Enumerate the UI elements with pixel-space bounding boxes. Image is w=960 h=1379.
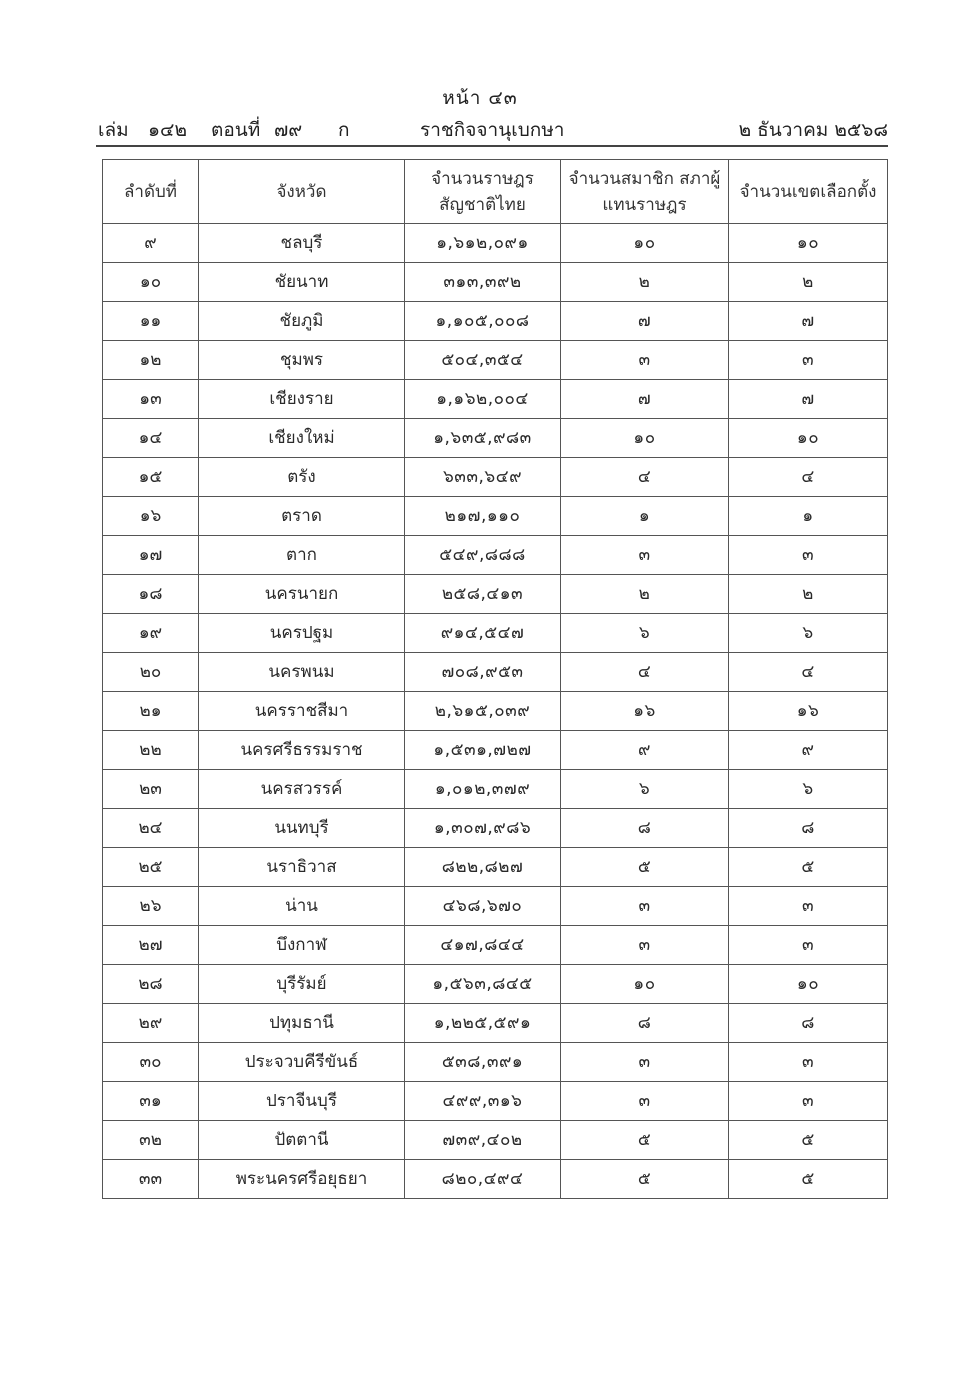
column-header-order: ลำดับที่: [103, 160, 199, 224]
cell-population: ๔๙๙,๓๑๖: [405, 1082, 561, 1121]
table-header-row: [103, 160, 888, 224]
cell-order: ๑๑: [103, 302, 199, 341]
cell-province: เชียงใหม่: [199, 419, 405, 458]
cell-members: ๕: [561, 1121, 729, 1160]
cell-population: ๘๒๒,๘๒๗: [405, 848, 561, 887]
cell-members: ๑๐: [561, 419, 729, 458]
cell-members: ๑๐: [561, 224, 729, 263]
cell-order: ๑๔: [103, 419, 199, 458]
table-row: [103, 380, 888, 419]
cell-population: ๑,๕๓๑,๗๒๗: [405, 731, 561, 770]
cell-order: ๒๔: [103, 809, 199, 848]
cell-order: ๑๕: [103, 458, 199, 497]
cell-order: ๑๐: [103, 263, 199, 302]
cell-province: ประจวบคีรีขันธ์: [199, 1043, 405, 1082]
cell-order: ๒๓: [103, 770, 199, 809]
cell-province: นครพนม: [199, 653, 405, 692]
table-row: [103, 1004, 888, 1043]
cell-members: ๑: [561, 497, 729, 536]
cell-order: ๑๓: [103, 380, 199, 419]
cell-province: ชัยภูมิ: [199, 302, 405, 341]
volume-number: ๑๔๒: [148, 119, 187, 141]
cell-members: ๓: [561, 1082, 729, 1121]
cell-population: ๑,๓๐๗,๙๘๖: [405, 809, 561, 848]
cell-members: ๓: [561, 887, 729, 926]
cell-order: ๒๘: [103, 965, 199, 1004]
table-row: [103, 536, 888, 575]
cell-province: ตรัง: [199, 458, 405, 497]
cell-population: ๓๑๓,๓๙๒: [405, 263, 561, 302]
gazette-title: ราชกิจจานุเบกษา: [420, 119, 565, 141]
table-row: [103, 731, 888, 770]
table-row: [103, 224, 888, 263]
cell-members: ๓: [561, 536, 729, 575]
cell-province: นครนายก: [199, 575, 405, 614]
table-row: [103, 965, 888, 1004]
cell-members: ๔: [561, 458, 729, 497]
table-row: [103, 1082, 888, 1121]
cell-districts: ๑๖: [729, 692, 888, 731]
header-divider: [96, 145, 888, 147]
cell-order: ๑๖: [103, 497, 199, 536]
publication-date: ๒ ธันวาคม ๒๕๖๘: [738, 119, 888, 141]
cell-province: ตาก: [199, 536, 405, 575]
table-row: [103, 614, 888, 653]
cell-province: นราธิวาส: [199, 848, 405, 887]
cell-members: ๑๐: [561, 965, 729, 1004]
cell-province: พระนครศรีอยุธยา: [199, 1160, 405, 1199]
cell-districts: ๑๐: [729, 419, 888, 458]
table-row: [103, 302, 888, 341]
cell-districts: ๘: [729, 1004, 888, 1043]
cell-members: ๒: [561, 263, 729, 302]
cell-order: ๑๒: [103, 341, 199, 380]
cell-province: ชลบุรี: [199, 224, 405, 263]
cell-order: ๓๓: [103, 1160, 199, 1199]
cell-population: ๕๔๙,๘๘๘: [405, 536, 561, 575]
cell-order: ๒๖: [103, 887, 199, 926]
page-number: หน้า ๔๓: [442, 87, 518, 109]
cell-districts: ๑๐: [729, 965, 888, 1004]
cell-province: นครสวรรค์: [199, 770, 405, 809]
cell-members: ๖: [561, 770, 729, 809]
cell-order: ๙: [103, 224, 199, 263]
table-row: [103, 575, 888, 614]
table-row: [103, 419, 888, 458]
cell-districts: ๕: [729, 1160, 888, 1199]
cell-members: ๒: [561, 575, 729, 614]
table-row: [103, 770, 888, 809]
cell-members: ๓: [561, 341, 729, 380]
table-row: [103, 1160, 888, 1199]
cell-population: ๑,๖๑๒,๐๙๑: [405, 224, 561, 263]
table-row: [103, 926, 888, 965]
cell-province: ปัตตานี: [199, 1121, 405, 1160]
cell-population: ๙๑๔,๕๔๗: [405, 614, 561, 653]
volume-label: เล่ม: [98, 119, 129, 141]
cell-population: ๑,๑๖๒,๐๐๔: [405, 380, 561, 419]
column-header-members: จำนวนสมาชิก สภาผู้แทนราษฎร: [561, 160, 729, 224]
cell-districts: ๑๐: [729, 224, 888, 263]
cell-order: ๒๐: [103, 653, 199, 692]
table-row: [103, 497, 888, 536]
cell-province: บุรีรัมย์: [199, 965, 405, 1004]
column-header-province: จังหวัด: [199, 160, 405, 224]
cell-population: ๑,๒๒๕,๕๙๑: [405, 1004, 561, 1043]
table-row: [103, 848, 888, 887]
cell-order: ๒๙: [103, 1004, 199, 1043]
table-row: [103, 1043, 888, 1082]
cell-districts: ๗: [729, 302, 888, 341]
table-row: [103, 458, 888, 497]
cell-province: นครปฐม: [199, 614, 405, 653]
cell-members: ๗: [561, 302, 729, 341]
cell-order: ๒๗: [103, 926, 199, 965]
cell-districts: ๓: [729, 1043, 888, 1082]
cell-members: ๖: [561, 614, 729, 653]
cell-population: ๑,๖๓๕,๙๘๓: [405, 419, 561, 458]
table-row: [103, 887, 888, 926]
cell-province: น่าน: [199, 887, 405, 926]
table-row: [103, 341, 888, 380]
cell-population: ๒,๖๑๕,๐๓๙: [405, 692, 561, 731]
cell-order: ๓๐: [103, 1043, 199, 1082]
cell-members: ๘: [561, 809, 729, 848]
cell-districts: ๓: [729, 1082, 888, 1121]
cell-order: ๓๒: [103, 1121, 199, 1160]
cell-province: ปทุมธานี: [199, 1004, 405, 1043]
cell-districts: ๒: [729, 575, 888, 614]
cell-population: ๑,๕๖๓,๘๔๕: [405, 965, 561, 1004]
cell-population: ๕๐๔,๓๕๔: [405, 341, 561, 380]
cell-population: ๖๓๓,๖๔๙: [405, 458, 561, 497]
cell-population: ๒๕๘,๔๑๓: [405, 575, 561, 614]
cell-population: ๑,๑๐๕,๐๐๘: [405, 302, 561, 341]
cell-order: ๓๑: [103, 1082, 199, 1121]
cell-order: ๑๙: [103, 614, 199, 653]
cell-members: ๕: [561, 848, 729, 887]
cell-population: ๗๐๘,๙๕๓: [405, 653, 561, 692]
column-header-districts: จำนวนเขตเลือกตั้ง: [729, 160, 888, 224]
cell-province: ปราจีนบุรี: [199, 1082, 405, 1121]
cell-districts: ๑: [729, 497, 888, 536]
cell-districts: ๔: [729, 653, 888, 692]
cell-population: ๔๑๗,๘๔๔: [405, 926, 561, 965]
cell-districts: ๕: [729, 1121, 888, 1160]
cell-province: บึงกาฬ: [199, 926, 405, 965]
cell-province: เชียงราย: [199, 380, 405, 419]
cell-members: ๑๖: [561, 692, 729, 731]
cell-districts: ๔: [729, 458, 888, 497]
cell-province: นครศรีธรรมราช: [199, 731, 405, 770]
issue-number: ๗๙: [274, 119, 303, 141]
cell-districts: ๓: [729, 536, 888, 575]
cell-districts: ๕: [729, 848, 888, 887]
cell-order: ๑๗: [103, 536, 199, 575]
cell-districts: ๗: [729, 380, 888, 419]
cell-order: ๒๒: [103, 731, 199, 770]
cell-population: ๔๖๘,๖๗๐: [405, 887, 561, 926]
cell-order: ๑๘: [103, 575, 199, 614]
cell-districts: ๖: [729, 770, 888, 809]
table-row: [103, 809, 888, 848]
table-row: [103, 692, 888, 731]
cell-order: ๒๑: [103, 692, 199, 731]
cell-province: ชุมพร: [199, 341, 405, 380]
table-row: [103, 263, 888, 302]
cell-members: ๙: [561, 731, 729, 770]
gazette-header: [98, 116, 888, 144]
cell-districts: ๒: [729, 263, 888, 302]
table-row: [103, 653, 888, 692]
cell-districts: ๖: [729, 614, 888, 653]
cell-province: ชัยนาท: [199, 263, 405, 302]
cell-order: ๒๕: [103, 848, 199, 887]
section-letter: ก: [338, 119, 350, 141]
cell-members: ๓: [561, 1043, 729, 1082]
cell-districts: ๓: [729, 341, 888, 380]
cell-members: ๕: [561, 1160, 729, 1199]
cell-members: ๔: [561, 653, 729, 692]
cell-population: ๒๑๗,๑๑๐: [405, 497, 561, 536]
cell-districts: ๓: [729, 887, 888, 926]
cell-members: ๓: [561, 926, 729, 965]
issue-label: ตอนที่: [211, 119, 261, 141]
cell-districts: ๓: [729, 926, 888, 965]
cell-members: ๗: [561, 380, 729, 419]
cell-province: นครราชสีมา: [199, 692, 405, 731]
table-body: [103, 224, 888, 1199]
cell-province: ตราด: [199, 497, 405, 536]
cell-population: ๕๓๘,๓๙๑: [405, 1043, 561, 1082]
cell-districts: ๘: [729, 809, 888, 848]
table-row: [103, 1121, 888, 1160]
cell-population: ๑,๐๑๒,๓๗๙: [405, 770, 561, 809]
column-header-population: จำนวนราษฎร สัญชาติไทย: [405, 160, 561, 224]
cell-districts: ๙: [729, 731, 888, 770]
cell-members: ๘: [561, 1004, 729, 1043]
constituency-table: [102, 159, 888, 1199]
cell-population: ๗๓๙,๔๐๒: [405, 1121, 561, 1160]
cell-population: ๘๒๐,๔๙๔: [405, 1160, 561, 1199]
cell-province: นนทบุรี: [199, 809, 405, 848]
